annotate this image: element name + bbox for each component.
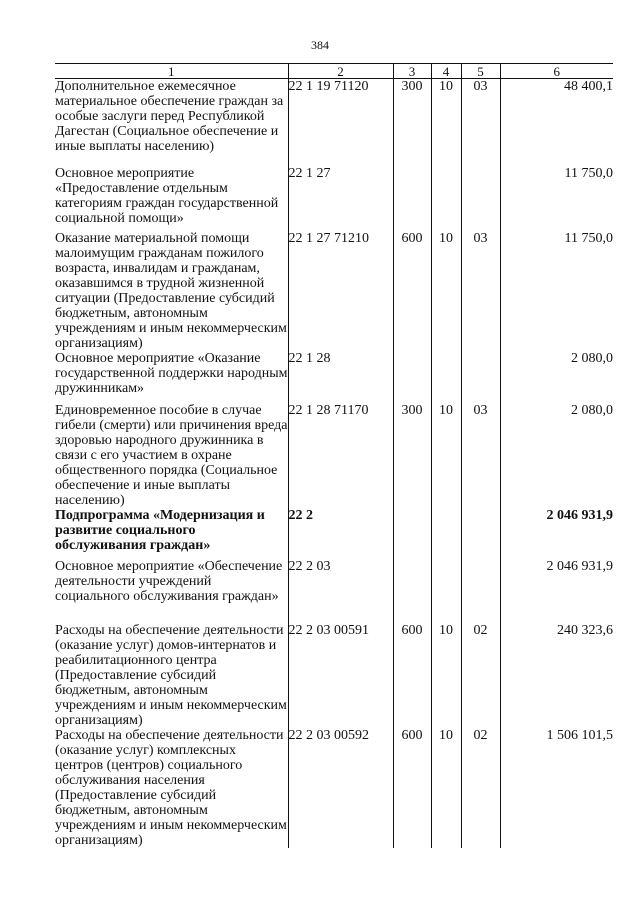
row-col-3 — [393, 508, 431, 559]
header-col-4: 4 — [431, 64, 461, 79]
row-amount: 11 750,0 — [500, 231, 613, 351]
budget-table — [55, 63, 613, 848]
row-amount: 11 750,0 — [500, 166, 613, 231]
row-name: Основное мероприятие «Оказание государственной поддержки народным дружинникам» — [55, 350, 288, 396]
table-body — [55, 79, 613, 848]
row-name: Дополнительное ежемесячное материальное обеспечение граждан за особые заслуги перед Республикой Дагестан (Социальное обеспечение и иные выплаты населению) — [55, 79, 284, 154]
header-col-2: 2 — [288, 64, 393, 79]
table-row — [55, 231, 613, 351]
row-col-4: 10 — [431, 623, 461, 728]
row-col-3: 600 — [393, 728, 431, 848]
row-name: Основное мероприятие «Предоставление отдельным категориям граждан государственной социальной помощи» — [55, 165, 279, 226]
row-name: Подпрограмма «Модернизация и развитие социального обслуживания граждан» — [55, 507, 265, 553]
row-amount: 48 400,1 — [500, 79, 613, 166]
row-col-4: 10 — [431, 728, 461, 848]
row-col-3: 600 — [393, 231, 431, 351]
row-code: 22 1 28 — [288, 351, 393, 403]
row-name: Расходы на обеспечение деятельности (оказание услуг) комплексных центров (центров) социального обслуживания населения (Предоставление субсидий бюджетным, автономным учреждениям и иным некоммерческим организациям) — [55, 727, 287, 848]
row-code: 22 2 03 00592 — [288, 728, 393, 848]
row-col-4: 10 — [431, 79, 461, 166]
row-amount: 240 323,6 — [500, 623, 613, 728]
row-code: 22 2 03 — [288, 559, 393, 623]
header-col-5: 5 — [461, 64, 500, 79]
row-col-5 — [461, 559, 500, 623]
row-amount: 2 080,0 — [500, 351, 613, 403]
header-col-6: 6 — [500, 64, 613, 79]
row-amount: 2 080,0 — [500, 403, 613, 508]
row-col-4 — [431, 351, 461, 403]
row-code: 22 1 27 71210 — [288, 231, 393, 351]
row-col-3: 600 — [393, 623, 431, 728]
row-col-5: 03 — [461, 403, 500, 508]
header-col-3: 3 — [393, 64, 431, 79]
table-row — [55, 728, 613, 848]
table-row — [55, 623, 613, 728]
row-col-5 — [461, 508, 500, 559]
row-col-5: 03 — [461, 231, 500, 351]
table-row — [55, 403, 613, 508]
header-row — [55, 64, 613, 79]
table-row — [55, 79, 613, 166]
table-row — [55, 166, 613, 231]
row-col-5: 03 — [461, 79, 500, 166]
row-name: Единовременное пособие в случае гибели (смерти) или причинения вреда здоровью народного дружинника в связи с его участием в охране общественного порядка (Социальное обеспечение и иные выплаты населению) — [55, 402, 288, 508]
table-row — [55, 559, 613, 623]
row-name: Расходы на обеспечение деятельности (оказание услуг) домов-интернатов и реабилитационного центра (Предоставление субсидий бюджетным, автономным учреждениям и иным некоммерческим организациям) — [55, 622, 287, 728]
row-col-5: 02 — [461, 623, 500, 728]
row-col-3 — [393, 166, 431, 231]
row-code: 22 2 03 00591 — [288, 623, 393, 728]
row-col-3 — [393, 351, 431, 403]
row-col-3 — [393, 559, 431, 623]
row-col-4: 10 — [431, 231, 461, 351]
row-code: 22 1 27 — [288, 166, 393, 231]
row-col-4: 10 — [431, 403, 461, 508]
row-col-3: 300 — [393, 403, 431, 508]
header-col-1: 1 — [55, 64, 288, 79]
row-col-3: 300 — [393, 79, 431, 166]
row-col-5 — [461, 351, 500, 403]
table-row — [55, 508, 613, 559]
row-amount: 2 046 931,9 — [500, 508, 613, 559]
row-name: Оказание материальной помощи малоимущим гражданам пожилого возраста, инвалидам и гражданам, оказавшимся в трудной жизненной ситуации (Предоставление субсидий бюджетным, автономным учреждениям и иным некоммерческим организациям) — [55, 230, 287, 351]
row-amount: 2 046 931,9 — [500, 559, 613, 623]
table-row — [55, 351, 613, 403]
row-code: 22 2 — [288, 508, 393, 559]
row-col-4 — [431, 166, 461, 231]
row-col-4 — [431, 559, 461, 623]
row-code: 22 1 28 71170 — [288, 403, 393, 508]
row-name: Основное мероприятие «Обеспечение деятельности учреждений социального обслуживания граждан» — [55, 558, 283, 604]
row-code: 22 1 19 71120 — [288, 79, 393, 166]
row-col-5: 02 — [461, 728, 500, 848]
row-amount: 1 506 101,5 — [500, 728, 613, 848]
page-number: 384 — [311, 38, 329, 52]
row-col-5 — [461, 166, 500, 231]
row-col-4 — [431, 508, 461, 559]
